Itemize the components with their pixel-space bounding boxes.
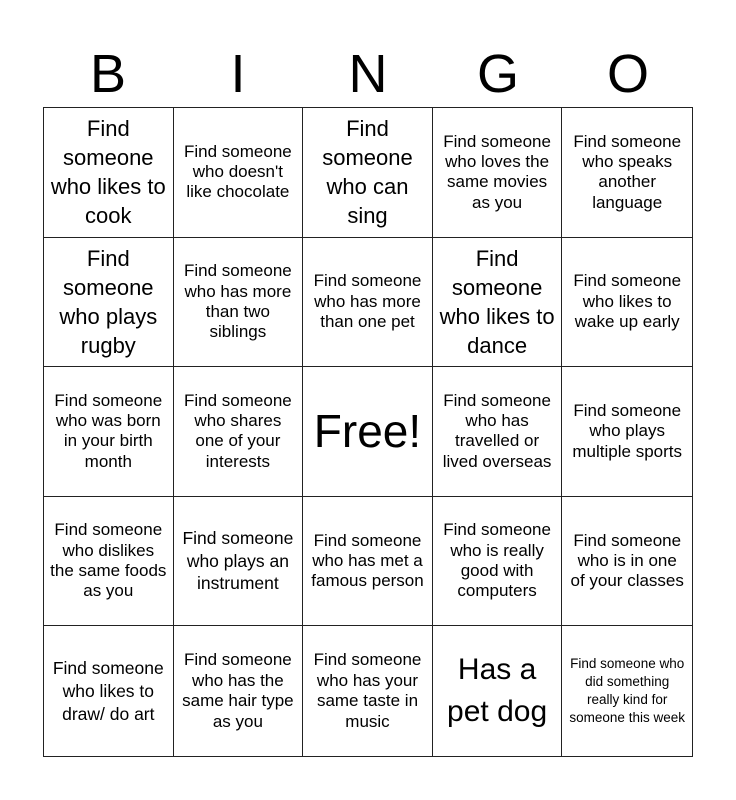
bingo-cell-free[interactable]: Free! — [303, 367, 433, 497]
header-letter-o: O — [606, 44, 649, 104]
bingo-cell-b4[interactable]: Find someone who dislikes the same foods as you — [44, 497, 174, 627]
bingo-cell-o1[interactable]: Find someone who speaks another language — [562, 108, 692, 238]
bingo-cell-n2[interactable]: Find someone who has more than one pet — [303, 238, 433, 368]
bingo-cell-i1[interactable]: Find someone who doesn't like chocolate — [174, 108, 304, 238]
header-letter-g: G — [476, 44, 519, 104]
bingo-cell-g1[interactable]: Find someone who loves the same movies as you — [433, 108, 563, 238]
bingo-cell-n4[interactable]: Find someone who has met a famous person — [303, 497, 433, 627]
bingo-header — [43, 44, 693, 104]
bingo-cell-b3[interactable]: Find someone who was born in your birth month — [44, 367, 174, 497]
bingo-cell-n1[interactable]: Find someone who can sing — [303, 108, 433, 238]
bingo-board — [43, 107, 693, 757]
bingo-cell-g3[interactable]: Find someone who has travelled or lived overseas — [433, 367, 563, 497]
bingo-cell-o4[interactable]: Find someone who is in one of your classes — [562, 497, 692, 627]
header-letter-b: B — [89, 44, 127, 104]
bingo-cell-g5[interactable]: Has a pet dog — [433, 626, 563, 756]
bingo-cell-b1[interactable]: Find someone who likes to cook — [44, 108, 174, 238]
bingo-cell-b5[interactable]: Find someone who likes to draw/ do art — [44, 626, 174, 756]
bingo-cell-b2[interactable]: Find someone who plays rugby — [44, 238, 174, 368]
bingo-cell-g2[interactable]: Find someone who likes to dance — [433, 238, 563, 368]
bingo-cell-i5[interactable]: Find someone who has the same hair type as you — [174, 626, 304, 756]
bingo-cell-o5[interactable]: Find someone who did something really kind for someone this week — [569, 656, 685, 726]
header-letter-i: I — [230, 44, 246, 104]
bingo-cell-g4[interactable]: Find someone who is really good with computers — [433, 497, 563, 627]
bingo-cell-i3[interactable]: Find someone who shares one of your interests — [174, 367, 304, 497]
bingo-cell-i4[interactable]: Find someone who plays an instrument — [174, 497, 304, 627]
bingo-cell-o2[interactable]: Find someone who likes to wake up early — [562, 238, 692, 368]
bingo-cell-o3[interactable]: Find someone who plays multiple sports — [562, 367, 692, 497]
bingo-cell-i2[interactable]: Find someone who has more than two siblings — [174, 238, 304, 368]
header-letter-n: N — [348, 44, 388, 104]
bingo-cell-n5[interactable]: Find someone who has your same taste in music — [303, 626, 433, 756]
